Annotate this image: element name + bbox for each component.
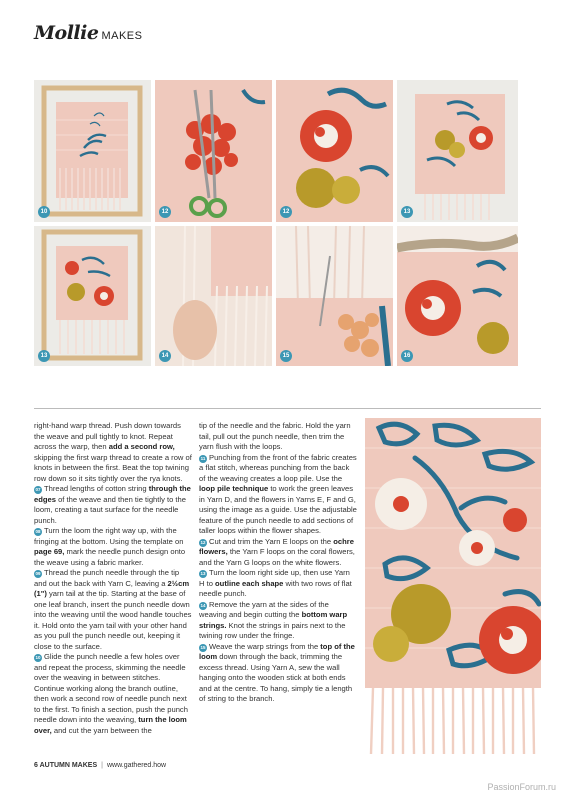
step-number-badge: 13 <box>38 350 50 362</box>
step-number-badge: 12 <box>159 206 171 218</box>
step-photo-finished-on-loom <box>34 226 151 366</box>
section-divider <box>34 408 541 409</box>
magazine-brand <box>34 22 142 44</box>
step-number-badge: 12 <box>200 539 206 545</box>
step-paragraph: 12 Cut and trim the Yarn E loops on the ochre flowers, the Yarn F loops on the coral flowers, and the Yarn G loops on the white flowers. <box>199 536 355 567</box>
step-number-badge: 13 <box>401 206 413 218</box>
step-paragraph: 15 Weave the warp strings from the top of the loom down through the back, trimming the excess thread. Using Yarn A, sew the wall hanging onto the wooden stick at both ends and at the centre. To hang, simply tie a length of string to the branch. <box>199 641 355 703</box>
step-number-badge: 14 <box>200 602 206 608</box>
step-paragraph: 11 Punching from the front of the fabric creates a flat stitch, whereas punching from the back of the weaving creates a loop pile. Use the loop pile technique to work the green leaves in Yarn D, and the flowers in Yarns E, F and G, using the image as a guide. Use the adjustable feature of the punch needle to add sections of taller loops within the flower shapes. <box>199 452 357 535</box>
finished-wall-hanging-photo <box>365 418 541 758</box>
step-photo-loom-marked <box>34 80 151 222</box>
footer-url[interactable]: www.gathered.how <box>106 762 167 769</box>
step-number-badge: 10 <box>38 206 50 218</box>
step-paragraph: tip of the needle and the fabric. Hold the yarn tail, pull out the punch needle, then trim the yarn flush with the loops. <box>199 421 351 451</box>
step-number-badge: 12 <box>280 206 292 218</box>
step-photo-cutting-loops <box>155 80 272 222</box>
site-watermark: PassionForum.ru <box>487 782 556 792</box>
step-paragraph: 08 Turn the loom the right way up, with the fringing at the bottom. Using the template on page 69, mark the needle punch design onto the weave using a fabric marker. <box>34 526 186 567</box>
step-paragraph: 07 Thread lengths of cotton string through the edges of the weave and then tie tightly to the loom, creating a taut surface for the needle punch. <box>34 484 191 525</box>
step-photo-knotting-warp <box>155 226 272 366</box>
step-photo-branch-hanging <box>397 226 518 366</box>
step-number-badge: 10 <box>35 655 41 660</box>
step-photo-flowers-closeup <box>276 80 393 222</box>
step-number-badge: 15 <box>280 350 292 362</box>
step-number-badge: 07 <box>35 487 41 492</box>
footer-separator: | <box>101 762 103 769</box>
page-folio: 6 AUTUMN MAKES <box>34 762 98 769</box>
step-photo-outlined-design <box>397 80 518 222</box>
step-number-badge: 13 <box>200 571 206 576</box>
page-footer <box>34 762 166 769</box>
step-number-badge: 09 <box>35 571 41 576</box>
step-number-badge: 11 <box>200 455 206 461</box>
step-number-badge: 08 <box>35 529 41 534</box>
brand-makes-word: MAKES <box>101 30 143 42</box>
step-paragraph: 09 Thread the punch needle through the tip and out the back with Yarn C, leaving a 2½cm (1") yarn tail at the tip. Starting at the base of one leaf branch, insert the punch needle down into the weaving until the wood handle touches it. Hold onto the yarn tail with your other hand as you pull the punch needle out, keeping it close to the surface. <box>34 568 192 651</box>
step-number-badge: 14 <box>159 350 171 362</box>
step-paragraph: right-hand warp thread. Push down towards the weave and pull tightly to knot. Repeat across the warp, then add a second row, skipping the first warp thread to create a row of knots in between the first. Beat the top twining row down so it sits tightly over the rya knots. <box>34 421 192 483</box>
step-photo-weaving-back <box>276 226 393 366</box>
step-paragraph: 14 Remove the yarn at the sides of the weaving and begin cutting the bottom warp strings. Knot the strings in pairs next to the twining row under the fringe. <box>199 599 348 640</box>
step-paragraph: 13 Turn the loom right side up, then use Yarn H to outline each shape with two rows of flat needle punch. <box>199 568 352 598</box>
step-number-badge: 15 <box>200 644 206 650</box>
instructions-column-2 <box>199 421 357 705</box>
step-number-badge: 16 <box>401 350 413 362</box>
instructions-column-1 <box>34 421 192 736</box>
step-paragraph: 10 Glide the punch needle a few holes over and repeat the process, skimming the needle over the weaving in between stitches. Continue working along the branch outline, then work a second row of needle punch next to the first. To finish a section, push the punch needle down into the weaving, turn the loom over, and cut the yarn between the <box>34 652 188 735</box>
brand-script-logo: Mollie <box>34 22 99 44</box>
